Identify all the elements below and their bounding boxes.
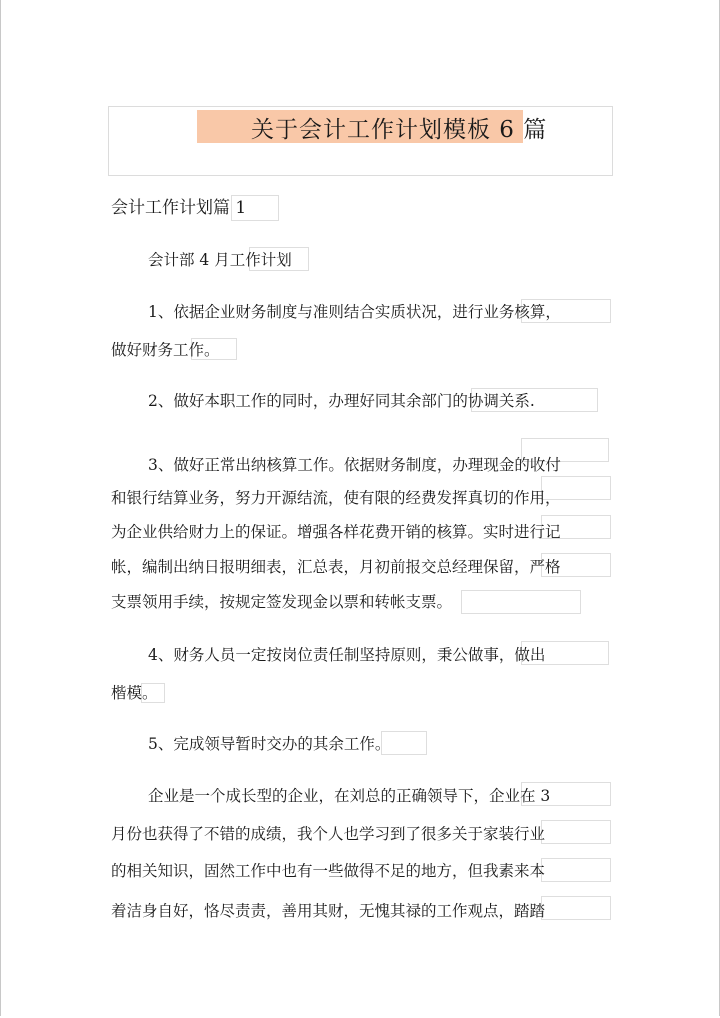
- paragraph-line: 帐，编制出纳日报明细表，汇总表，月初前报交总经理保留，严格: [111, 558, 561, 576]
- subheading: 会计部 4 月工作计划: [148, 251, 292, 269]
- paragraph-line: 为企业供给财力上的保证。增强各样花费开销的核算。实时进行记: [111, 523, 561, 541]
- paragraph-line: 做好财务工作。: [111, 341, 220, 359]
- text-frame: [541, 858, 611, 882]
- paragraph-line: 企业是一个成长型的企业，在刘总的正确领导下，企业在 3: [148, 787, 551, 805]
- paragraph-line: 和银行结算业务，努力开源结流，使有限的经费发挥真切的作用，: [111, 489, 561, 507]
- paragraph-line: 2、做好本职工作的同时，办理好同其余部门的协调关系.: [148, 392, 535, 410]
- paragraph-line: 楷模。: [111, 684, 158, 702]
- text-frame: [461, 590, 581, 614]
- paragraph-line: 3、做好正常出纳核算工作。依据财务制度，办理现金的收付: [148, 456, 561, 474]
- paragraph-line: 着洁身自好，恪尽责责，善用其财，无愧其禄的工作观点，踏踏: [111, 902, 546, 920]
- paragraph-line: 支票领用手续，按规定签发现金以票和转帐支票。: [111, 593, 453, 611]
- section-heading: 会计工作计划篇 1: [111, 198, 247, 218]
- paragraph-line: 月份也获得了不错的成绩，我个人也学习到了很多关于家装行业: [111, 825, 546, 843]
- text-frame: [541, 820, 611, 844]
- paragraph-line: 的相关知识，固然工作中也有一些做得不足的地方，但我素来本: [111, 862, 546, 880]
- document-title: 关于会计工作计划模板 6 篇: [251, 117, 548, 143]
- paragraph-line: 5、完成领导暂时交办的其余工作。: [148, 735, 391, 753]
- paragraph-line: 1、依据企业财务制度与准则结合实质状况，进行业务核算，: [148, 303, 561, 321]
- text-frame: [541, 896, 611, 920]
- paragraph-line: 4、财务人员一定按岗位责任制坚持原则，秉公做事，做出: [148, 646, 546, 664]
